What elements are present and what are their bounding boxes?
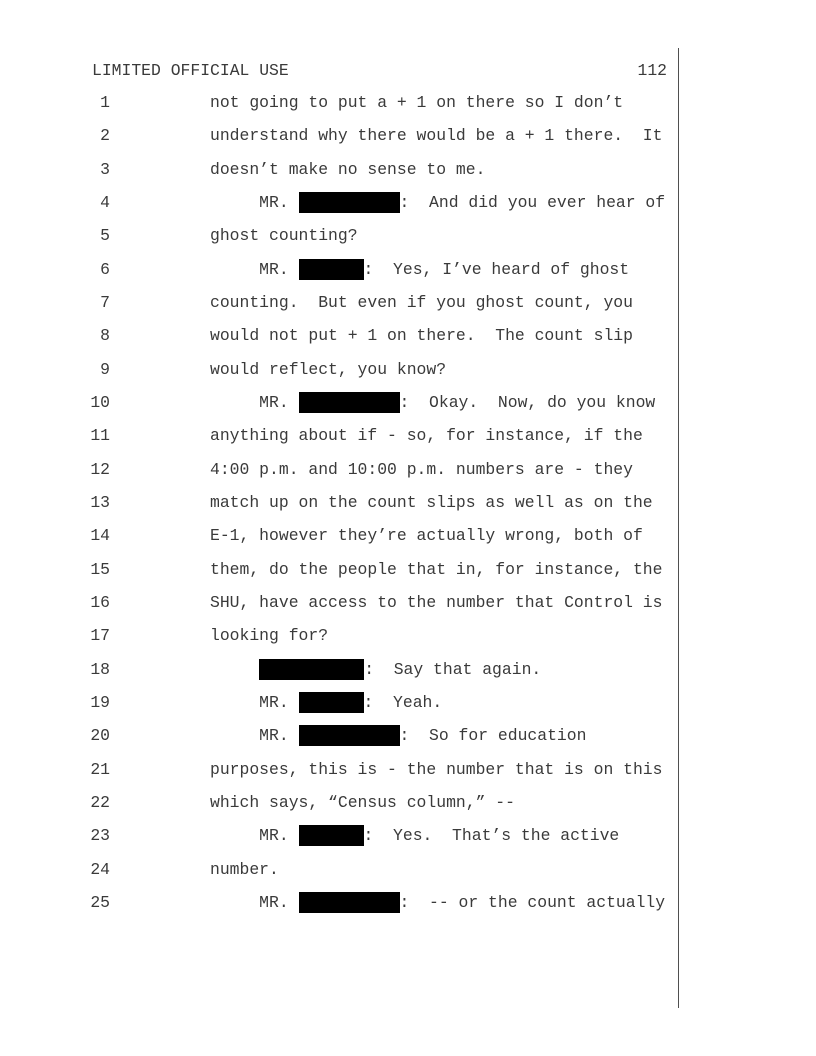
line-number: 9 — [100, 359, 110, 379]
line-number: 10 — [90, 392, 110, 412]
transcript-line — [85, 586, 678, 619]
transcript-line — [85, 519, 678, 552]
line-text: : Say that again. — [210, 653, 541, 686]
transcript-line — [85, 886, 678, 919]
line-text: purposes, this is - the number that is on this — [210, 759, 663, 779]
line-number: 21 — [90, 759, 110, 779]
redaction-bar — [299, 692, 364, 713]
line-number: 25 — [90, 892, 110, 912]
line-text: understand why there would be a + 1 there. It — [210, 126, 663, 146]
transcript-line — [85, 653, 678, 686]
transcript-line — [85, 686, 678, 719]
transcript-line — [85, 153, 678, 186]
transcript-line — [85, 286, 678, 319]
line-text: them, do the people that in, for instance, the — [210, 559, 663, 579]
line-text: 4:00 p.m. and 10:00 p.m. numbers are - they — [210, 459, 633, 479]
line-number: 22 — [90, 792, 110, 812]
line-text: not going to put a + 1 on there so I don’t — [210, 93, 624, 112]
line-text: E-1, however they’re actually wrong, both of — [210, 526, 643, 546]
transcript-line — [85, 786, 678, 819]
line-number: 17 — [90, 626, 110, 646]
line-text: MR. : And did you ever hear of — [210, 192, 666, 212]
transcript-line — [85, 553, 678, 586]
transcript-line — [85, 319, 678, 352]
right-margin-rule — [678, 48, 679, 1008]
line-text: SHU, have access to the number that Control is — [210, 592, 663, 612]
line-number: 2 — [100, 126, 110, 146]
line-number: 11 — [90, 426, 110, 446]
transcript-line — [85, 619, 678, 652]
transcript-line — [85, 219, 678, 252]
redaction-bar — [259, 659, 364, 680]
line-text: MR. : -- or the count actually — [210, 892, 666, 912]
line-text: anything about if - so, for instance, if the — [210, 426, 643, 446]
transcript-line — [85, 819, 678, 852]
line-number: 23 — [90, 826, 110, 846]
page-number: 112 — [637, 61, 667, 80]
line-number: 20 — [90, 726, 110, 746]
line-number: 7 — [100, 292, 110, 312]
line-text: ghost counting? — [210, 226, 358, 246]
transcript-lines — [85, 86, 678, 919]
redaction-bar — [299, 892, 400, 913]
line-number: 13 — [90, 492, 110, 512]
transcript-line — [85, 853, 678, 886]
line-number: 14 — [90, 526, 110, 546]
classification-marking: LIMITED OFFICIAL USE — [92, 61, 289, 80]
line-text: MR. : Yes. That’s the active — [210, 826, 620, 846]
transcript-line — [85, 386, 678, 419]
line-text: doesn’t make no sense to me. — [210, 159, 486, 179]
redaction-bar — [299, 825, 364, 846]
redaction-bar — [299, 192, 400, 213]
line-number: 18 — [90, 659, 110, 679]
line-text: counting. But even if you ghost count, you — [210, 292, 633, 312]
line-number: 16 — [90, 592, 110, 612]
line-number: 19 — [90, 692, 110, 712]
transcript-line — [85, 419, 678, 452]
transcript-line — [85, 253, 678, 286]
transcript-line — [85, 353, 678, 386]
line-text: which says, “Census column,” -- — [210, 792, 515, 812]
page-header — [92, 61, 667, 80]
line-number: 24 — [90, 859, 110, 879]
transcript-line — [85, 719, 678, 752]
transcript-line — [85, 453, 678, 486]
line-number: 15 — [90, 559, 110, 579]
line-text: would reflect, you know? — [210, 359, 447, 379]
line-number: 8 — [100, 326, 110, 346]
line-text: number. — [210, 859, 279, 879]
line-number: 12 — [90, 459, 110, 479]
line-number: 5 — [100, 226, 110, 246]
line-number: 6 — [100, 259, 110, 279]
line-text: looking for? — [210, 626, 329, 646]
line-number: 4 — [100, 192, 110, 212]
line-text: MR. : Okay. Now, do you know — [210, 392, 656, 412]
line-text: MR. : Yeah. — [210, 692, 443, 712]
line-text: match up on the count slips as well as on the — [210, 492, 653, 512]
line-number: 3 — [100, 159, 110, 179]
line-text: MR. : So for education — [210, 726, 587, 746]
transcript-line — [85, 86, 678, 119]
redaction-bar — [299, 259, 364, 280]
line-text: would not put + 1 on there. The count slip — [210, 326, 633, 346]
redaction-bar — [299, 392, 400, 413]
transcript-line — [85, 486, 678, 519]
line-text: MR. : Yes, I’ve heard of ghost — [210, 259, 630, 279]
transcript-line — [85, 186, 678, 219]
transcript-line — [85, 119, 678, 152]
redaction-bar — [299, 725, 400, 746]
line-number: 1 — [100, 93, 110, 112]
transcript-line — [85, 753, 678, 786]
